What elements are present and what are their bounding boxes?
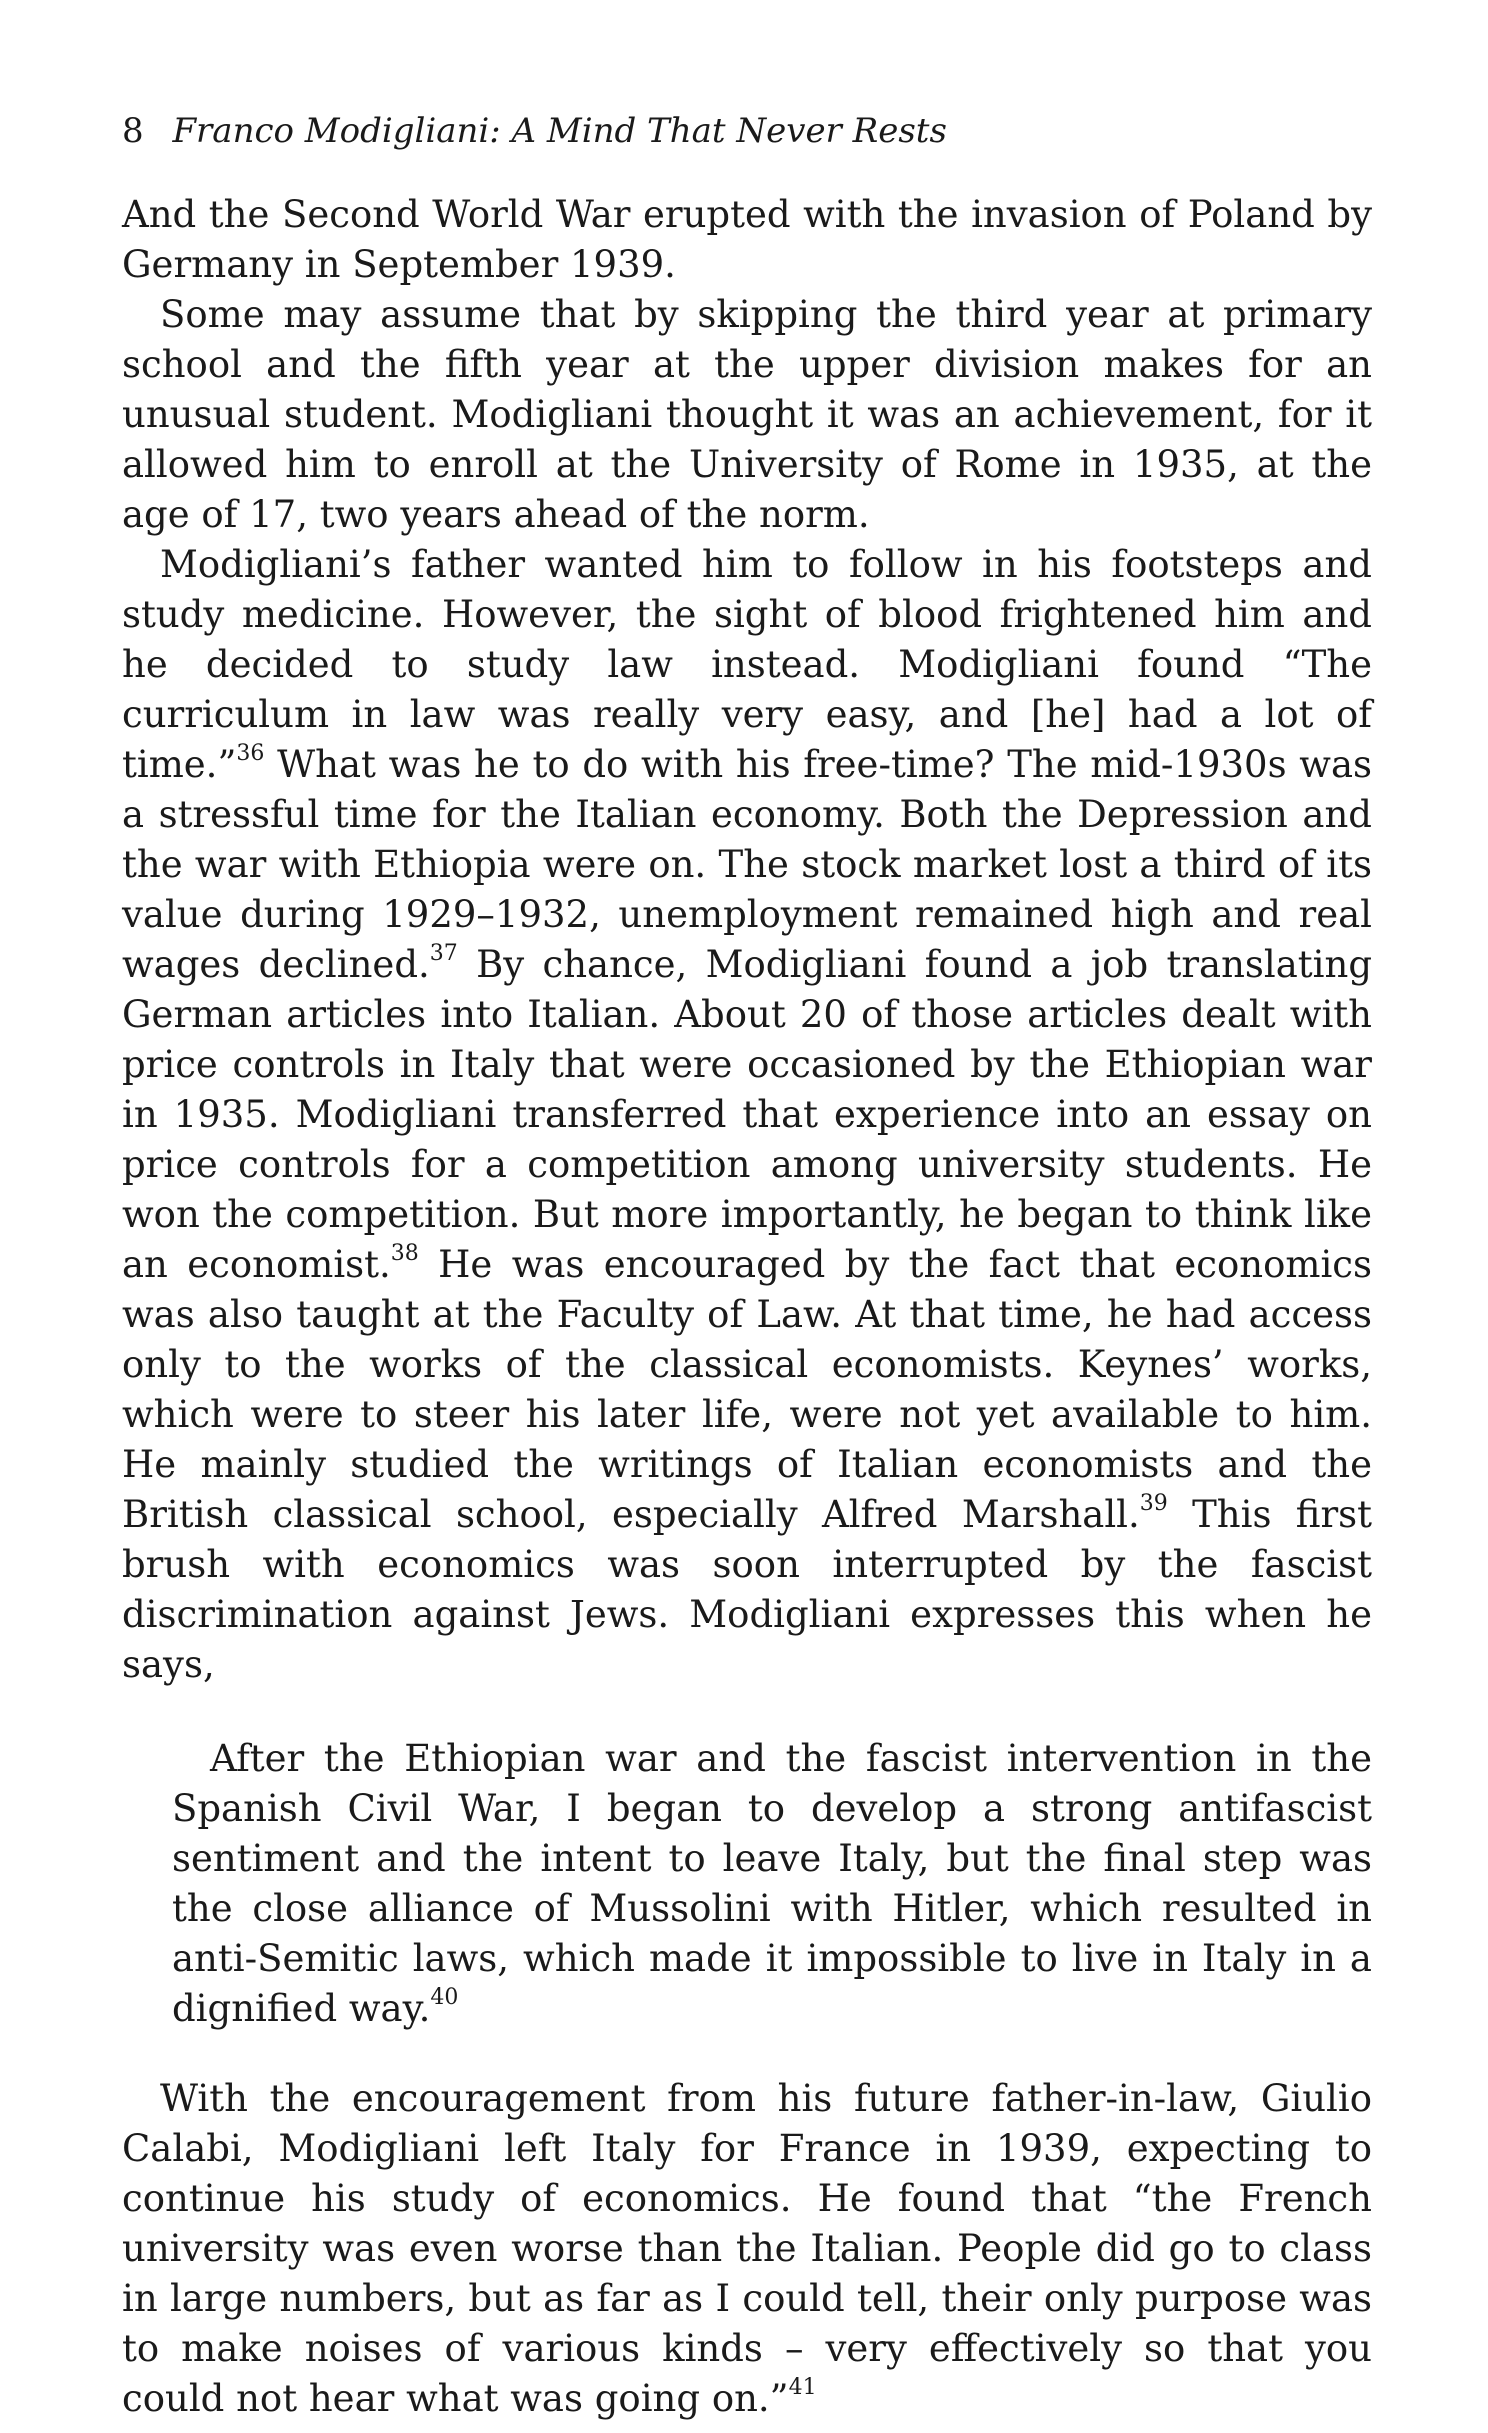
quote-text: After the Ethiopian war and the fascist intervention in the Spanish Civil War, I began to develop a strong antifascist sentiment and the intent to leave Italy, but the final step was the close alliance of Mussolini with Hitler, which resulted in anti-Semitic laws, which made it impossible to live in Italy in a dignified way.	[172, 1737, 1372, 2030]
footnote-ref-41[interactable]: 41	[788, 2374, 817, 2400]
paragraph-2	[122, 290, 1372, 540]
page-number: 8	[122, 111, 144, 151]
quote-paragraph	[172, 1734, 1372, 2034]
running-head	[122, 108, 1372, 154]
paragraph-3	[122, 540, 1372, 1690]
paragraph-text: And the Second World War erupted with the invasion of Poland by Germany in September 1939.	[122, 193, 1372, 286]
book-page	[122, 108, 1372, 2424]
book-title: Franco Modigliani: A Mind That Never Rests	[172, 111, 947, 151]
paragraph-4	[122, 2074, 1372, 2424]
footnote-ref-40[interactable]: 40	[430, 1984, 459, 2010]
footnote-ref-38[interactable]: 38	[390, 1240, 419, 1266]
body-text	[122, 190, 1372, 2424]
paragraph-text: With the encouragement from his future father-in-law, Giulio Calabi, Modigliani left Italy for France in 1939, expecting to continue his study of economics. He found that “the French university was even worse than the Italian. People did go to class in large numbers, but as far as I could tell, their only purpose was to make noises of various kinds – very effectively so that you could not hear what was going on.”	[122, 2077, 1372, 2420]
paragraph-text: He was encouraged by the fact that economics was also taught at the Faculty of Law. At that time, he had access only to the works of the classical economists. Keynes’ works, which were to steer his later life, were not yet available to him. He mainly studied the writings of Italian economists and the British classical school, especially Alfred Marshall.	[122, 1243, 1372, 1536]
paragraph-text: This first brush with economics was soon interrupted by the fascist discrimination against Jews. Modigliani expresses this when he says,	[122, 1493, 1372, 1686]
paragraph-text: Some may assume that by skipping the third year at primary school and the fifth year at the upper division makes for an unusual student. Modigliani thought it was an achievement, for it allowed him to enroll at the University of Rome in 1935, at the age of 17, two years ahead of the norm.	[122, 293, 1372, 536]
footnote-ref-36[interactable]: 36	[236, 740, 265, 766]
footnote-ref-37[interactable]: 37	[429, 940, 458, 966]
paragraph-text: Modigliani’s father wanted him to follow in his footsteps and study medicine. However, the sight of blood frightened him and he decided to study law instead. Modigliani found “The curriculum in law was really very easy, and [he] had a lot of time.”	[122, 543, 1372, 786]
paragraph-1	[122, 190, 1372, 290]
paragraph-text: By chance, Modigliani found a job translating German articles into Italian. About 20 of those articles dealt with price controls in Italy that were occasioned by the Ethiopian war in 1935. Modigliani transferred that experience into an essay on price controls for a competition among university students. He won the competition. But more importantly, he began to think like an economist.	[122, 943, 1373, 1286]
block-quote	[172, 1734, 1372, 2034]
footnote-ref-39[interactable]: 39	[1139, 1490, 1168, 1516]
paragraph-text: What was he to do with his free-time? The mid-1930s was a stressful time for the Italian economy. Both the Depression and the war with Ethiopia were on. The stock market lost a third of its value during 1929–1932, unemployment remained high and real wages declined.	[122, 743, 1372, 986]
